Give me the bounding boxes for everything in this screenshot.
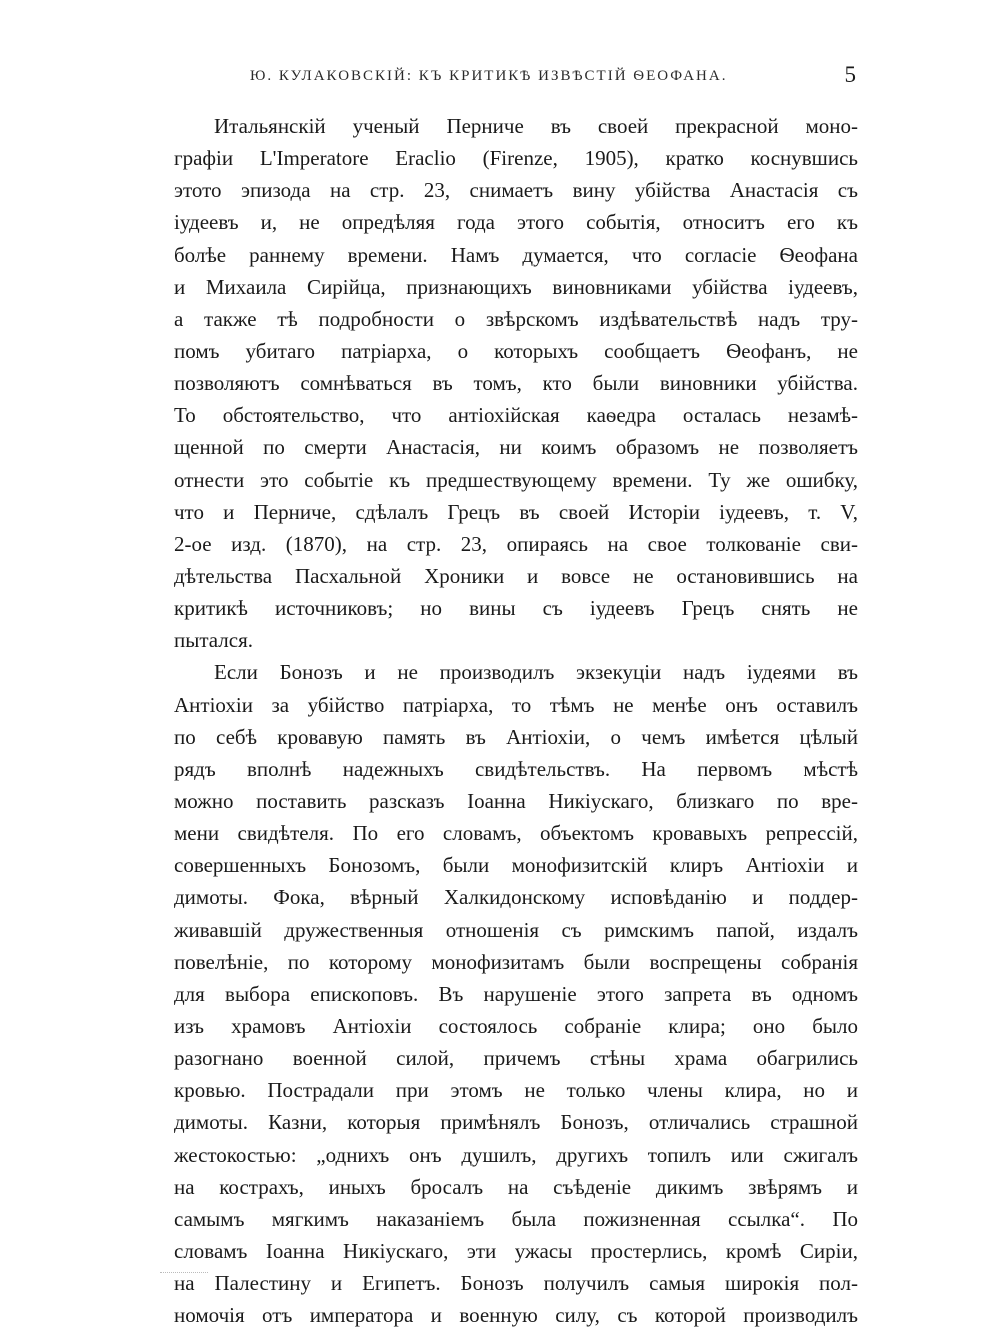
page-number: 5 (844, 62, 856, 87)
text-line: по себѣ кровавую память въ Антіохіи, о чемъ имѣется цѣлый (174, 724, 858, 749)
text-line: номочія отъ императора и военную силу, съ которой производилъ (174, 1303, 858, 1328)
text-line: 2-ое изд. (1870), на стр. 23, опираясь на свое толкованіе сви- (174, 531, 858, 556)
text-line: То обстоятельство, что антіохійская каѳедра осталась незамѣ- (174, 403, 858, 428)
text-line: позволяютъ сомнѣваться въ томъ, кто были виновники убійства. (174, 371, 858, 396)
text-line: для выбора епископовъ. Въ нарушеніе этого запрета въ одномъ (174, 981, 858, 1006)
text-line: разогнано военной силой, причемъ стѣны храма обагрились (174, 1046, 858, 1071)
text-line: дѣтельства Пасхальной Хроники и вовсе не остановившись на (174, 563, 858, 588)
text-line: Итальянскій ученый Перниче въ своей прекрасной моно- (214, 114, 858, 138)
text-line: повелѣніе, по которому монофизитамъ были воспрещены собранія (174, 949, 858, 974)
text-line: пытался. (174, 628, 253, 653)
body-text (174, 110, 858, 1331)
text-line: самымъ мягкимъ наказаніемъ была пожизненная ссылка“. По (174, 1206, 858, 1231)
text-line: графіи L'Imperatore Eraclio (Firenze, 1905), кратко коснувшись (174, 146, 858, 171)
text-line: словамъ Іоанна Никіускаго, эти ужасы простерлись, кромѣ Сиріи, (174, 1238, 858, 1263)
text-line: критикѣ источниковъ; но вины съ іудеевъ Грецъ снять не (174, 596, 858, 621)
text-line: на Палестину и Египетъ. Бонозъ получилъ самыя широкія пол- (174, 1271, 858, 1296)
text-line: изъ храмовъ Антіохіи состоялось собраніе клира; оно было (174, 1013, 858, 1038)
text-line: этото эпизода на стр. 23, снимаетъ вину убійства Анастасія съ (174, 178, 858, 203)
text-line: живавшій дружественныя отношенія съ римскимъ папой, издалъ (174, 917, 858, 942)
text-line: іудеевъ и, не опредѣляя года этого событія, относитъ его къ (174, 210, 858, 235)
text-line: можно поставить разсказъ Іоанна Никіускаго, близкаго по вре- (174, 788, 858, 813)
text-line: кровью. Пострадали при этомъ не только члены клира, но и (174, 1078, 858, 1103)
text-line: рядъ вполнѣ надежныхъ свидѣтельствъ. На первомъ мѣстѣ (174, 756, 858, 781)
text-line: помъ убитаго патріарха, о которыхъ сообщаетъ Ѳеофанъ, не (174, 338, 858, 363)
text-line: и Михаила Сирійца, признающихъ виновниками убійства іудеевъ, (174, 274, 858, 299)
scan-artifact (160, 1272, 208, 1274)
text-line: совершенныхъ Бонозомъ, были монофизитскій клиръ Антіохіи и (174, 853, 858, 878)
text-line: димоты. Казни, которыя примѣнялъ Бонозъ, отличались страшной (174, 1110, 858, 1135)
text-line: Если Бонозъ и не производилъ экзекуціи надъ іудеями въ (214, 660, 858, 685)
text-line: жестокостью: „однихъ онъ душилъ, другихъ топилъ или сжигалъ (174, 1142, 858, 1167)
text-line: болѣе раннему времени. Намъ думается, что согласіе Ѳеофана (174, 242, 858, 267)
text-line: что и Перниче, сдѣлалъ Грецъ въ своей Исторіи іудеевъ, т. V, (174, 499, 858, 524)
text-line: отнести это событіе къ предшествующему времени. Ту же ошибку, (174, 467, 858, 492)
text-line: димоты. Фока, вѣрный Халкидонскому исповѣданію и поддер- (174, 885, 858, 910)
text-line: а также тѣ подробности о звѣрскомъ издѣвательствѣ надъ тру- (174, 306, 858, 331)
text-line: на кострахъ, иныхъ бросалъ на съѣденіе дикимъ звѣрямъ и (174, 1174, 858, 1199)
text-line: щенной по смерти Анастасія, ни коимъ образомъ не позволяетъ (174, 435, 858, 460)
text-line: Антіохіи за убійство патріарха, то тѣмъ не менѣе онъ оставилъ (174, 692, 858, 717)
running-head: Ю. КУЛАКОВСКІЙ: КЪ КРИТИКѢ ИЗВѢСТІЙ ѲЕОФАНА. (250, 68, 728, 84)
page-header (174, 64, 858, 94)
text-line: мени свидѣтеля. По его словамъ, объектомъ кровавыхъ репрессій, (174, 821, 858, 846)
